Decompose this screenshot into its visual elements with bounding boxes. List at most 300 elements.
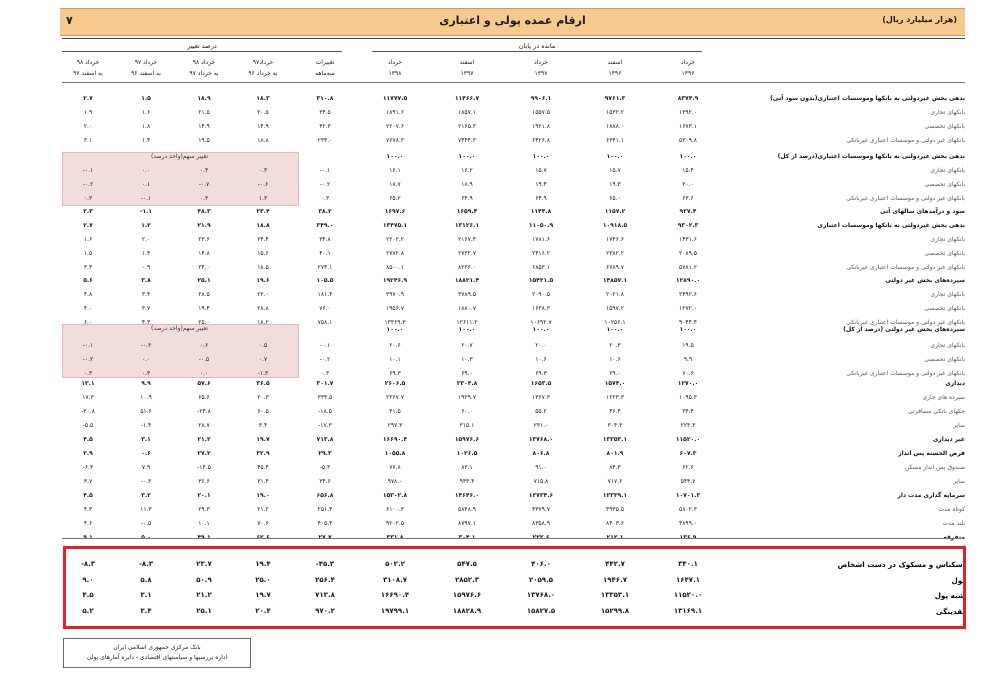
- column-header-line1: خرداد: [533, 59, 549, 66]
- table-row: [60, 354, 965, 365]
- row-cell-3: ۴۰۶.۰: [531, 560, 551, 568]
- row-cell-7: ۳۶.۵: [256, 380, 270, 387]
- row-cell-2: ۱۵.۷: [609, 167, 621, 174]
- row-cell-5: ۲۶۰۶.۵: [384, 380, 406, 387]
- column-header-5: [360, 57, 430, 79]
- row-cell-8: ۲۳.۶: [198, 236, 210, 243]
- row-cell-1: ۱۲۷۲.۰: [678, 305, 698, 312]
- row-label: سایر: [953, 422, 965, 429]
- footer-box: [63, 638, 251, 668]
- row-cell-1: ۵۷۸۱.۲: [678, 264, 698, 271]
- row-cell-6: ۴۲.۳: [319, 123, 331, 130]
- column-header-line2: به خرداد ۹۷: [189, 70, 219, 77]
- row-cell-5: ۱۰.۱: [389, 356, 401, 363]
- row-cell-2: ۳۰۴.۳: [607, 422, 623, 429]
- row-cell-3: ۲۰۹۰.۵: [531, 291, 551, 298]
- row-cell-8: ۰.۳: [199, 195, 209, 202]
- row-cell-7: ۳۲.۹: [256, 450, 270, 457]
- page-number: ۷: [66, 14, 73, 27]
- row-cell-4: ۱۶۵۹.۴: [456, 208, 478, 215]
- row-cell-10: ۱۷.۳: [82, 394, 94, 401]
- row-cell-7: ۱۹.۷: [256, 436, 270, 443]
- row-cell-3: ۱۵.۷: [535, 167, 547, 174]
- row-cell-6: ۳۴.۵: [319, 109, 331, 116]
- row-cell-3: ۲۰۵۹.۵: [528, 576, 554, 584]
- row-cell-10: ۴.۳: [83, 506, 93, 513]
- row-cell-9: -۰.۳: [140, 342, 152, 349]
- row-cell-8: ۱۸.۹: [197, 95, 211, 102]
- row-cell-10: ۹.۰: [82, 576, 94, 584]
- row-cell-10: ۶.۰: [83, 319, 93, 326]
- row-cell-9: ۱.۸: [141, 123, 151, 130]
- row-cell-4: ۱۸.۹: [461, 181, 473, 188]
- row-cell-4: ۱۵۹۷۶.۶: [452, 591, 482, 599]
- row-cell-6: ۳۳۴.۵: [317, 394, 333, 401]
- row-cell-4: ۱۴۶۴۶.۰: [454, 492, 480, 499]
- row-cell-10: ۳.۳: [83, 264, 93, 271]
- row-cell-10: ۴.۵: [83, 492, 93, 499]
- row-cell-1: ۵۴۴.۷: [680, 478, 696, 485]
- row-cell-9: ۵.۸: [140, 576, 152, 584]
- row-cell-3: ۱۳۶۷.۳: [531, 394, 551, 401]
- row-cell-3: ۴۳۷۹.۷: [531, 506, 551, 513]
- row-label: چکهای بانکی مسافرتی: [908, 408, 965, 415]
- row-cell-8: ۲۴.۰: [198, 264, 210, 271]
- row-cell-4: ۱۰۰.۰: [458, 326, 476, 333]
- row-cell-5: ۱۶۶۹۰.۴: [382, 436, 408, 443]
- row-cell-9: ۰.۱: [141, 181, 151, 188]
- row-cell-4: ۲۳۰۴.۸: [456, 380, 478, 387]
- row-cell-4: ۱۱۴۶۶.۷: [454, 95, 480, 102]
- row-cell-2: ۹۷۶۱.۳: [604, 95, 626, 102]
- row-cell-3: ۸۰۶.۸: [532, 450, 550, 457]
- row-cell-6: ۳۱۰.۸: [316, 95, 334, 102]
- row-cell-6: ۲۳۴.۰: [317, 137, 333, 144]
- row-cell-7: ۲۳.۴: [256, 208, 270, 215]
- column-header-line1: خرداد ۹۷: [134, 59, 158, 66]
- balance-group-line: [372, 51, 702, 52]
- column-header-line1: خرداد: [680, 59, 696, 66]
- row-cell-9: ۱۱.۳: [140, 506, 152, 513]
- row-cell-2: ۴۶.۴: [609, 408, 621, 415]
- column-header-10: [53, 57, 123, 79]
- row-cell-8: ۵۷.۶: [197, 380, 211, 387]
- row-cell-2: ۱۳۳۵۳.۱: [600, 591, 630, 599]
- row-cell-9: ۳.۸: [141, 277, 151, 284]
- table-row: [60, 420, 965, 431]
- row-cell-6: -۰.۲: [319, 181, 331, 188]
- row-cell-4: ۵۸۴۸.۹: [457, 506, 477, 513]
- row-cell-7: ۲۰.۵: [257, 109, 269, 116]
- row-label: بانکهای تجاری: [930, 342, 965, 349]
- row-cell-8: ۲۵.۱: [196, 607, 212, 615]
- row-cell-1: ۱۰۹۵.۳: [678, 394, 698, 401]
- row-cell-7: -۱.۳: [257, 370, 269, 377]
- row-label: سپرده‌های بخش غیر دولتی: [885, 277, 965, 284]
- row-cell-5: ۱۰۵۵.۸: [384, 450, 406, 457]
- row-cell-6: ۲۵۶.۴: [315, 576, 335, 584]
- column-header-3: [506, 57, 576, 79]
- row-cell-10: ۴.۸: [83, 291, 93, 298]
- row-cell-2: ۱۰۹۱۸.۵: [602, 222, 628, 229]
- row-cell-4: ۲۸۵۲.۳: [454, 576, 480, 584]
- percent-group-label: درصد تغییر: [187, 42, 217, 50]
- row-cell-4: ۱۳۱۲۶.۱: [454, 222, 480, 229]
- row-cell-10: ۴.۰: [83, 305, 93, 312]
- row-cell-1: ۱۲۷۰.۰: [677, 380, 699, 387]
- row-cell-10: -۰.۱: [82, 342, 94, 349]
- row-cell-9: ۱۰.۹: [140, 394, 152, 401]
- row-cell-1: ۲۴۹۲.۶: [678, 291, 698, 298]
- share-change-note-2: تغییر سهم(واحد درصد): [150, 325, 208, 332]
- row-cell-1: ۹.۹: [683, 356, 693, 363]
- balance-group-label: مانده در پایان: [518, 42, 556, 50]
- row-cell-9: ۳.۷: [141, 305, 151, 312]
- row-cell-8: ۱۴.۹: [198, 123, 210, 130]
- unit-label: (هزار میلیارد ریال): [882, 15, 957, 24]
- row-cell-5: ۲۲۰۲.۲: [385, 236, 405, 243]
- row-cell-9: ۰.۳: [141, 370, 151, 377]
- table-row: [60, 135, 965, 146]
- table-row: [60, 518, 965, 529]
- row-cell-9: -۰.۳: [140, 478, 152, 485]
- table-row: [60, 324, 965, 335]
- row-cell-7: ۱۸.۸: [256, 222, 270, 229]
- row-cell-1: ۹۰۴۴.۴: [678, 319, 698, 326]
- row-cell-8: ۲۱.۲: [197, 436, 211, 443]
- row-cell-4: ۱۸۸۰.۷: [457, 305, 477, 312]
- page-title: ارقام عمده پولی و اعتباری: [439, 14, 586, 27]
- row-cell-3: ۱۰۶۹۲.۷: [530, 319, 552, 326]
- row-cell-9: ۳.۱: [141, 436, 151, 443]
- row-cell-8: ۵۰.۹: [196, 576, 212, 584]
- row-cell-1: ۶۰۷.۳: [679, 450, 697, 457]
- row-cell-9: ۳.۴: [140, 607, 152, 615]
- row-cell-9: ۰.۰: [141, 356, 151, 363]
- row-cell-3: ۹۱.۰: [535, 464, 547, 471]
- row-cell-2: ۱۲۳۳۹.۱: [602, 492, 628, 499]
- row-cell-7: -۰.۶: [257, 181, 269, 188]
- row-label: سود و درآمدهای سالهای آتی: [879, 208, 965, 215]
- row-cell-6: -۱۷.۳: [318, 422, 332, 429]
- row-cell-1: ۱۳۹۲.۰: [678, 109, 698, 116]
- row-cell-8: -۰.۵: [198, 356, 210, 363]
- row-label: بانکهای تجاری: [930, 109, 965, 116]
- row-cell-10: -۰.۱: [82, 167, 94, 174]
- row-cell-5: ۲۰.۶: [389, 342, 401, 349]
- table-row: [60, 448, 965, 459]
- row-cell-1: ۹۳۰۲.۳: [677, 222, 699, 229]
- row-cell-2: ۱۵۷۴.۰: [604, 380, 626, 387]
- row-cell-5: ۶۵.۲: [389, 195, 401, 202]
- row-cell-2: ۱۰۰.۰: [606, 326, 624, 333]
- row-cell-2: ۸۰۱.۹: [606, 450, 624, 457]
- row-cell-9: ۳.۲: [141, 492, 151, 499]
- row-cell-4: ۱۸۵۷.۱: [457, 109, 477, 116]
- row-cell-8: ۲۵.۰: [198, 319, 210, 326]
- row-cell-8: ۲۹.۳: [198, 506, 210, 513]
- row-cell-9: ۱.۴: [141, 137, 151, 144]
- row-cell-5: ۱۶۶۹۰.۴: [380, 591, 410, 599]
- row-cell-10: ۲.۹: [83, 450, 93, 457]
- row-cell-3: ۱۹۲۱.۸: [531, 123, 551, 130]
- row-cell-1: ۴۸۹۹.۰: [678, 520, 698, 527]
- row-cell-1: ۶۳.۶: [682, 195, 694, 202]
- row-cell-5: ۳۹۷۰.۹: [385, 291, 405, 298]
- row-label: سپرده‌های بخش غیر دولتی (درصد از کل): [843, 326, 965, 333]
- row-cell-9: -۰.۱: [140, 195, 152, 202]
- row-cell-2: ۱۲۲۳.۳: [605, 394, 625, 401]
- row-cell-7: ۱۵.۶: [257, 250, 269, 257]
- row-cell-4: ۱۶.۲: [461, 167, 473, 174]
- row-cell-4: ۱۰.۳: [461, 356, 473, 363]
- table-row: [60, 107, 965, 118]
- row-cell-9: ۰.۶: [141, 450, 151, 457]
- row-cell-6: ۳۴.۶: [319, 478, 331, 485]
- row-cell-8: ۶۵.۶: [198, 394, 210, 401]
- row-cell-9: ۵.۰: [141, 534, 151, 541]
- row-cell-3: ۲۲۲.۶: [532, 534, 550, 541]
- row-cell-5: ۴۱.۵: [389, 408, 401, 415]
- row-cell-8: ۱۹.۵: [198, 137, 210, 144]
- row-label: بانکهای غیر دولتی و موسسات اعتباری غیربانکی: [846, 195, 965, 202]
- row-cell-5: ۱۸.۷: [389, 181, 401, 188]
- row-cell-8: ۲۸.۷: [198, 422, 210, 429]
- row-cell-4: ۲۰.۷: [461, 342, 473, 349]
- row-label: شبه پول: [934, 591, 965, 600]
- table-row: [60, 262, 965, 273]
- table-row: [60, 289, 965, 300]
- row-cell-8: ۲۱.۵: [198, 109, 210, 116]
- row-cell-7: ۱۹.۶: [256, 277, 270, 284]
- table-row: [60, 93, 965, 104]
- row-cell-1: ۱۱۵۲۰.۰: [675, 436, 701, 443]
- row-cell-6: -۱۸.۵: [318, 408, 332, 415]
- row-cell-10: ۴.۵: [83, 436, 93, 443]
- row-cell-6: ۶۵۶.۸: [316, 492, 334, 499]
- row-cell-6: ۴۰۵.۴: [317, 520, 333, 527]
- row-cell-2: ۱۵۲۹۹.۸: [600, 607, 630, 615]
- row-cell-6: ۳۰۱.۷: [316, 380, 334, 387]
- row-cell-10: ۲.۳: [83, 208, 93, 215]
- column-header-4: [432, 57, 502, 79]
- row-cell-9: -۱.۱: [139, 208, 153, 215]
- row-cell-5: ۸۵۰۰.۱: [385, 264, 405, 271]
- row-cell-9: ۱.۶: [141, 109, 151, 116]
- table-bottom-rule: [62, 538, 965, 539]
- column-header-2: [580, 57, 650, 79]
- table-row: [60, 206, 965, 217]
- row-cell-5: ۱۳۳۶۹.۳: [384, 319, 406, 326]
- row-cell-6: ۹۷۰.۲: [315, 607, 335, 615]
- row-cell-5: ۲۹۷.۳: [387, 422, 403, 429]
- column-header-line2: ۱۳۹۷: [534, 70, 548, 77]
- column-header-line2: به اسفند ۹۷: [73, 70, 103, 77]
- table-row: [60, 406, 965, 417]
- row-cell-5: ۱۰۰.۰: [386, 153, 404, 160]
- column-header-line2: سه‌ماهه: [315, 70, 335, 77]
- row-cell-3: ۱۵۴۲۱.۵: [528, 277, 554, 284]
- row-cell-6: ۳۴.۸: [319, 236, 331, 243]
- row-label: نقدینگی: [935, 607, 965, 616]
- row-cell-2: ۱۹.۳: [609, 181, 621, 188]
- row-cell-5: ۹۲۰۲.۵: [385, 520, 405, 527]
- row-cell-1: ۶۲.۶: [682, 464, 694, 471]
- row-cell-3: ۱۹.۴: [535, 181, 547, 188]
- row-cell-7: ۰.۵: [258, 342, 268, 349]
- row-cell-3: ۷۱۵.۸: [533, 478, 549, 485]
- row-cell-2: ۶۹.۰: [609, 370, 621, 377]
- row-label: بلند مدت: [942, 520, 965, 527]
- row-cell-2: ۶۳۴۱.۱: [605, 137, 625, 144]
- row-cell-7: ۶۲.۶: [256, 534, 270, 541]
- row-cell-1: ۲۰۸۹.۵: [678, 250, 698, 257]
- row-label: بدهی بخش غیردولتی به بانکها وموسسات اعتباری(بدون سود آتی): [770, 95, 965, 102]
- row-cell-9: ۴.۳: [141, 319, 151, 326]
- row-cell-4: ۱۰۰.۰: [458, 153, 476, 160]
- row-label: کوتاه مدت: [938, 506, 965, 513]
- percent-group-line: [62, 51, 342, 52]
- row-cell-2: ۲۰۲۱.۸: [605, 291, 625, 298]
- table-row: [60, 193, 965, 204]
- row-cell-3: ۶۹.۳: [535, 370, 547, 377]
- row-cell-6: ۴۰.۱: [319, 250, 331, 257]
- row-cell-5: ۱۸۹۱.۶: [385, 109, 405, 116]
- row-cell-8: -۱۴.۵: [197, 464, 211, 471]
- row-cell-1: ۱۹.۵: [682, 342, 694, 349]
- row-cell-1: ۱۴۳۱.۶: [678, 236, 698, 243]
- row-cell-10: -۳۰.۸: [81, 408, 95, 415]
- row-cell-6: ۳۸.۲: [318, 208, 332, 215]
- row-cell-8: ۱۹.۴: [198, 305, 210, 312]
- row-cell-9: -۰.۵: [140, 520, 152, 527]
- row-cell-6: -۰.۱: [319, 167, 331, 174]
- row-cell-7: ۶۰.۵: [257, 408, 269, 415]
- row-cell-6: ۰.۳: [320, 195, 330, 202]
- row-cell-4: ۱۹۲۹.۷: [457, 394, 477, 401]
- row-cell-8: ۲۱.۲: [196, 591, 212, 599]
- row-cell-4: ۱۲۶۱۱.۲: [456, 319, 478, 326]
- row-label: بانکهای غیر دولتی و موسسات اعتباری غیربانکی: [846, 370, 965, 377]
- row-cell-1: ۱۰۰.۰: [679, 326, 697, 333]
- row-cell-2: ۲۳۸۲.۲: [605, 250, 625, 257]
- row-cell-7: ۱۸.۵: [257, 264, 269, 271]
- row-cell-5: ۲۲۶۷.۷: [385, 394, 405, 401]
- row-cell-1: ۷۰.۶: [682, 370, 694, 377]
- row-cell-5: ۱۶۹۷.۶: [384, 208, 406, 215]
- row-cell-2: ۱۵۹۷.۲: [605, 305, 625, 312]
- row-cell-10: ۲.۷: [83, 95, 93, 102]
- footer-line-2: اداره بررسیها و سیاستهای اقتصادی - دایره آمارهای پولی: [86, 654, 228, 661]
- row-cell-5: ۵۰۲.۲: [385, 560, 405, 568]
- row-cell-9: ۹.۹: [141, 380, 151, 387]
- row-cell-2: ۱۰.۶: [609, 356, 621, 363]
- row-cell-7: ۲۰.۴: [255, 607, 271, 615]
- row-cell-10: -۶.۴: [82, 464, 94, 471]
- row-label: سرمایه گذاری مدت دار: [897, 492, 965, 499]
- row-label: بانکهای غیر دولتی و موسسات اعتباری غیربانکی: [846, 137, 965, 144]
- footer-line-1: بانک مرکزی جمهوری اسلامی ایران: [113, 644, 201, 651]
- row-cell-3: ۱۱۴۴.۸: [530, 208, 552, 215]
- table-row: [60, 434, 965, 445]
- row-label: بانکهای تخصصی: [924, 123, 965, 130]
- row-cell-9: ۳.۱: [140, 591, 152, 599]
- row-cell-1: ۲۲۳.۳: [680, 422, 696, 429]
- row-label: بانکهای تجاری: [930, 236, 965, 243]
- row-label: دیداری: [945, 380, 965, 387]
- table-row: [60, 248, 965, 259]
- column-header-6: [290, 57, 360, 79]
- row-cell-6: ۳۴۹.۰: [316, 222, 334, 229]
- column-header-line1: خرداد ۹۸: [76, 59, 100, 66]
- row-cell-2: ۱۹۴۶.۷: [602, 576, 628, 584]
- row-cell-2: ۱۵۳۲.۲: [605, 109, 625, 116]
- row-cell-1: ۱۳۶.۹: [679, 534, 697, 541]
- row-cell-1: ۱۳۱۶۹.۱: [673, 607, 703, 615]
- row-cell-8: ۰.۶: [199, 342, 209, 349]
- row-cell-5: ۱۹۲۴۶.۹: [382, 277, 408, 284]
- row-cell-8: ۰.۰: [199, 370, 209, 377]
- row-cell-3: ۲۴۱۶.۲: [531, 250, 551, 257]
- column-header-line2: به اسفند ۹۶: [131, 70, 161, 77]
- row-cell-7: ۲۸.۸: [257, 305, 269, 312]
- row-cell-4: ۶۹.۰: [461, 370, 473, 377]
- row-cell-4: ۲۱۶۷.۴: [457, 236, 477, 243]
- row-cell-6: -۰.۱: [319, 342, 331, 349]
- row-cell-8: ۳۶.۶: [198, 478, 210, 485]
- row-cell-4: ۱۰۲۶.۵: [456, 450, 478, 457]
- table-row: [60, 165, 965, 176]
- row-cell-1: ۹۲۷.۴: [679, 208, 697, 215]
- table-row: [60, 504, 965, 515]
- row-cell-9: ۰.۰: [141, 167, 151, 174]
- row-cell-9: ۵۱.۶: [140, 408, 152, 415]
- row-cell-3: ۹۹۰۶.۱: [530, 95, 552, 102]
- row-cell-10: ۱.۵: [83, 250, 93, 257]
- table-row: [60, 275, 965, 286]
- row-cell-1: ۱۵.۴: [682, 167, 694, 174]
- row-cell-3: ۱۲۷۳۴.۶: [528, 492, 554, 499]
- row-cell-7: ۲۵.۰: [255, 576, 271, 584]
- row-cell-3: ۱۷۸۱.۶: [531, 236, 551, 243]
- table-row: [60, 378, 965, 389]
- row-cell-7: ۱۹.۰: [256, 492, 270, 499]
- column-header-line2: ۱۳۹۸: [388, 70, 402, 77]
- row-cell-7: ۲۰.۳: [257, 394, 269, 401]
- row-cell-3: ۱۶۳۸.۳: [531, 305, 551, 312]
- row-cell-4: ۱۸۸۲۱.۴: [454, 277, 480, 284]
- table-row: [60, 476, 965, 487]
- row-cell-6: ۷۱۳.۸: [316, 436, 334, 443]
- row-cell-10: ۱۳.۱: [81, 380, 95, 387]
- row-cell-6: ۲۹.۳: [318, 450, 332, 457]
- row-cell-8: -۰.۷: [198, 181, 210, 188]
- row-cell-1: ۳۴۰.۱: [678, 560, 698, 568]
- row-cell-7: ۱۸.۲: [257, 319, 269, 326]
- column-header-line1: خرداد ۹۸: [192, 59, 216, 66]
- row-cell-3: ۱۰۰.۰: [532, 153, 550, 160]
- row-cell-2: ۱۴۸۵۷.۱: [602, 277, 628, 284]
- row-cell-7: ۲۴.۴: [257, 236, 269, 243]
- row-label: بدهی بخش غیردولتی به بانکها وموسسات اعتباری(درصد از کل): [777, 153, 965, 160]
- row-cell-7: ۴۵.۴: [257, 464, 269, 471]
- row-cell-7: ۱۹.۴: [255, 560, 271, 568]
- share-change-note-1: تغییر سهم(واحد درصد): [150, 153, 208, 160]
- row-cell-3: ۱۰۰.۰: [532, 326, 550, 333]
- row-cell-1: ۸۳۷۴.۹: [677, 95, 699, 102]
- row-cell-4: ۲۷۳۲.۷: [457, 250, 477, 257]
- row-cell-7: ۳۱.۴: [257, 478, 269, 485]
